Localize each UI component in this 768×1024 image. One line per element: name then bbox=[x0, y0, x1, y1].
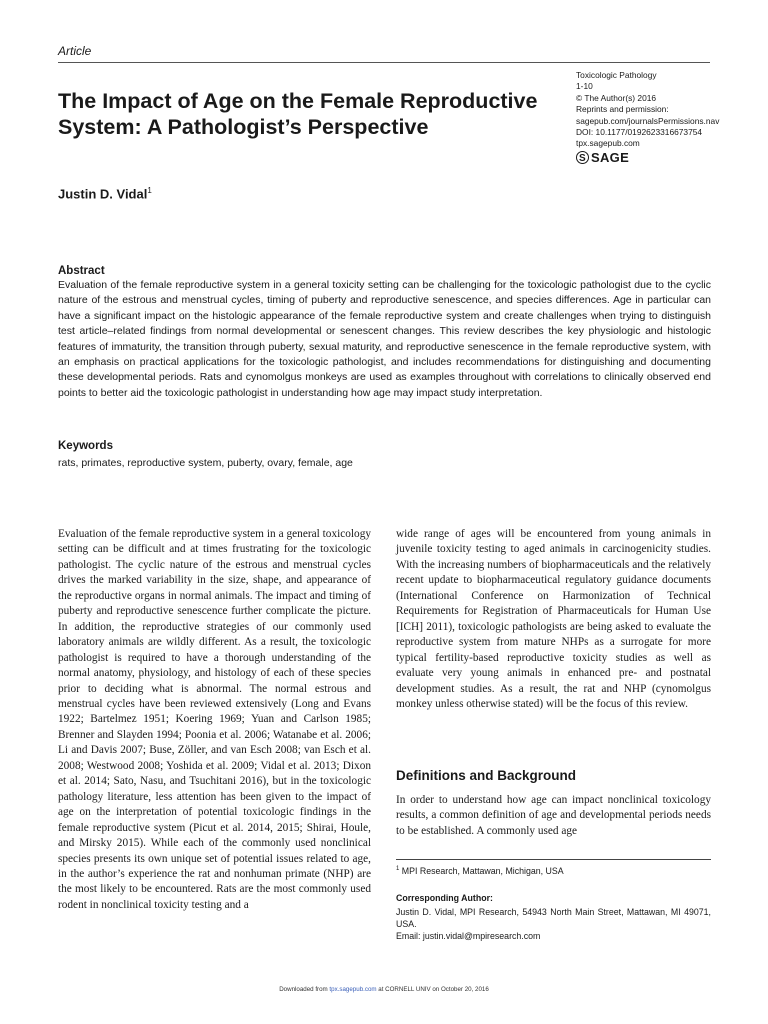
body-left-column: Evaluation of the female reproductive system in a general toxicology setting can be difficult and at times frustrating for the toxicologic pathologist. The cyclic nature of the estrous and menstrual cycles drives the marked variability in the size, shape, and appearance of the reproductive organs in normal animals. The impact and timing of puberty and reproductive senescence further complicate the picture. In addition, the reproductive strategies of our commonly used laboratory animals are wildly different. As a result, the toxicologic pathologist is required to have a thorough understanding of the normal anatomy, physiology, and histology of each of these species prior to deciding what is abnormal. The normal estrous and menstrual cycles have been reviewed extensively (Long and Evans 1922; Bartelmez 1951; Koering 1969; Yuan and Carlson 1985; Brenner and Slayden 1994; Poonia et al. 2006; Watanabe et al. 2006; Li and Davis 2007; Buse, Zöller, and van Esch 2008; van Esch et al. 2008; Westwood 2008; Yoshida et al. 2009; Vidal et al. 2013; Dixon et al. 2014; Sato, Nasu, and Tsuchitani 2016), but in the toxicologic pathology literature, less attention has been given to the impact of age on the interpretation of potential toxicologic findings in the female reproductive system (Picut et al. 2014, 2015; Shirai, Houle, and Mirsky 2015). While each of the commonly used nonclinical species presents its own unique set of potential issues related to age, in the author’s experience the rat and nonhuman primate (NHP) are the most likely to be encountered. Rats are the most commonly used rodent in nonclinical toxicity testing and a bbox=[58, 528, 371, 911]
reprints-label: Reprints and permission: bbox=[576, 104, 669, 115]
author-line bbox=[58, 186, 152, 201]
author-affiliation-mark: 1 bbox=[147, 186, 152, 195]
footnote-mark: 1 bbox=[396, 866, 400, 873]
journal-name: Toxicologic Pathology bbox=[576, 70, 657, 80]
footer-suffix: at CORNELL UNIV on October 20, 2016 bbox=[376, 986, 489, 993]
permissions-link[interactable]: sagepub.com/journalsPermissions.nav bbox=[576, 115, 720, 126]
corresponding-author-address: Justin D. Vidal, MPI Research, 54943 North Main Street, Mattawan, MI 49071, USA. bbox=[396, 907, 711, 930]
journal-site-link[interactable]: tpx.sagepub.com bbox=[576, 138, 640, 149]
journal-meta bbox=[576, 70, 726, 150]
page-range: 1-10 bbox=[576, 81, 593, 92]
corresponding-author-email[interactable]: Email: justin.vidal@mpiresearch.com bbox=[396, 931, 541, 942]
footnote-rule bbox=[396, 859, 711, 860]
corresponding-author-heading: Corresponding Author: bbox=[396, 893, 493, 903]
sage-logo-icon: S bbox=[576, 151, 589, 164]
section-text: In order to understand how age can impact nonclinical toxicology results, a common definition of age and developmental periods needs to be established. A commonly used age bbox=[396, 794, 711, 837]
abstract-heading: Abstract bbox=[58, 265, 105, 277]
footer-prefix: Downloaded from bbox=[279, 986, 330, 993]
keywords-heading: Keywords bbox=[58, 440, 113, 452]
header-rule bbox=[58, 62, 710, 63]
abstract-text: Evaluation of the female reproductive system in a general toxicity setting can be challenging for the toxicologic pathologist due to the cyclic nature of the estrous and menstrual cycles, timing of puberty and reproductive senescence, and species differences. Age in particular can have a significant impact on the histologic appearance of the female reproductive system and create challenges when trying to distinguish test article–related findings from normal developmental or senescent changes. This review describes the key physiologic and histologic features of immaturity, the transition through puberty, sexual maturity, and reproductive senescence in the female reproductive system, with an emphasis on practical applications for the toxicologic pathologist, and includes recommendations for distinguishing and documenting these developmental periods. Rats and cynomolgus monkeys are used as examples throughout with correlations to clinically observed end points to better aid the toxicologic pathologist in understanding how age may impact study interpretation. bbox=[58, 279, 711, 399]
author-name: Justin D. Vidal bbox=[58, 186, 148, 202]
keywords-list: rats, primates, reproductive system, puberty, ovary, female, age bbox=[58, 457, 353, 469]
article-title: The Impact of Age on the Female Reproductive System: A Pathologist’s Perspective bbox=[58, 89, 538, 139]
corresponding-author-block bbox=[396, 906, 711, 943]
body-right-column: wide range of ages will be encountered from young animals in juvenile toxicity testing to aged animals in carcinogenicity studies. With the increasing numbers of biopharmaceuticals and the relatively recent update to biopharmaceutical regulatory guidance documents (International Conference on Harmonization of Technical Requirements for Registration of Pharmaceuticals for Human Use [ICH] 2011), toxicologic pathologists are being asked to evaluate the reproductive system from mature NHPs as a surrogate for more typical fertility-based reproductive toxicity studies as well as evaluate very young animals in enhanced pre- and postnatal development studies. As a result, the rat and NHP (cynomolgus monkey unless otherwise stated) will be the focus of this review. bbox=[396, 528, 711, 710]
footer-link[interactable]: tpx.sagepub.com bbox=[329, 986, 377, 993]
doi[interactable]: DOI: 10.1177/0192623316673754 bbox=[576, 127, 703, 138]
affiliation-text: MPI Research, Mattawan, Michigan, USA bbox=[401, 866, 564, 876]
download-footer bbox=[0, 986, 768, 993]
sage-logo bbox=[576, 150, 629, 165]
section-heading: Definitions and Background bbox=[396, 768, 577, 783]
sage-logo-text: SAGE bbox=[591, 150, 630, 165]
copyright: © The Author(s) 2016 bbox=[576, 92, 657, 103]
affiliation-footnote bbox=[396, 866, 711, 876]
article-type-label: Article bbox=[58, 44, 92, 58]
